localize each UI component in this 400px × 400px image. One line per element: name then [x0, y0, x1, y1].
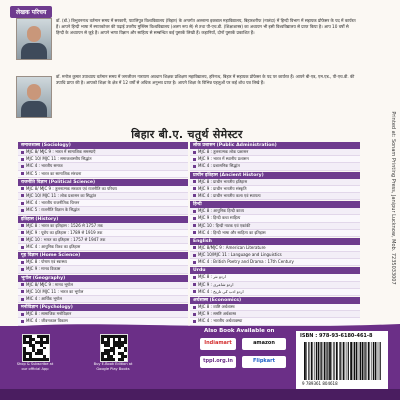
syllabus-item-text: MJC 8 : प्राचीन भारतीय इतिहास: [198, 178, 248, 184]
bullet-icon: [21, 290, 24, 293]
syllabus-item: [190, 186, 360, 193]
syllabus-item: [190, 282, 360, 289]
syllabus-section-heading: मनोविज्ञान (Psychology): [18, 304, 188, 311]
bullet-icon: [193, 276, 196, 279]
syllabus-item-text: MJC 8 : اردو نثر: [198, 274, 226, 280]
syllabus-section-heading: English: [190, 238, 360, 245]
syllabus-section-heading: समाजशास्त्र (Sociology): [18, 142, 188, 149]
syllabus-item: [18, 296, 188, 303]
qr1-caption: Shop & Subscribe at our official App: [16, 362, 54, 371]
syllabus-item-text: MJC 10 : भारत का इतिहास : 1757 से 1947 तक: [26, 236, 106, 242]
syllabus-item: [18, 230, 188, 237]
qr-code-ebook[interactable]: [100, 334, 128, 362]
syllabus-item-text: MIC 5 : भारत का सामाजिक संरचना: [26, 170, 82, 176]
syllabus-item: [18, 186, 188, 193]
syllabus-item: [18, 171, 188, 178]
isbn-label: ISBN : 978-93-6180-461-8: [300, 333, 373, 339]
bullet-icon: [21, 261, 24, 264]
syllabus-item-text: MJC 8 : व्यष्टि अर्थशास्त्र: [198, 304, 235, 309]
syllabus-item-text: MJC 8 : आधुनिक हिन्दी काव्य: [198, 208, 244, 214]
syllabus-item: [18, 193, 188, 200]
syllabus-item-text: MJC 8 : सामाजिक मनोविज्ञान: [26, 311, 72, 317]
bullet-icon: [21, 224, 24, 227]
printer-info-strip: [388, 60, 398, 340]
bullet-icon: [21, 165, 24, 168]
bullet-icon: [193, 313, 196, 316]
bullet-icon: [21, 268, 24, 271]
syllabus-item: [190, 245, 360, 252]
syllabus-item: [190, 274, 360, 281]
syllabus-section-heading: Urdu: [190, 267, 360, 274]
store-indiamart[interactable]: Indiamart: [200, 338, 236, 350]
syllabus-item-text: MJC 8 : भारत का इतिहास : 1526 से 1757 तक: [26, 222, 103, 228]
syllabus-item-text: MIC 4 : اردو ادب کی تاریخ: [198, 288, 244, 294]
qr2-caption: Buy E-Book Edition at Google Play Books: [93, 362, 133, 371]
syllabus-item: [190, 223, 360, 230]
bullet-icon: [21, 194, 24, 197]
syllabus-item-text: MJC 10/ MJC 11 : समाजशास्त्रीय सिद्धांत: [26, 156, 92, 162]
syllabus-item-text: MJC 9 : اردو شاعری: [198, 281, 234, 287]
bullet-icon: [193, 151, 196, 154]
bullet-icon: [21, 313, 24, 316]
syllabus-item-text: MJC 9 : प्राचीन भारतीय संस्कृति: [198, 185, 247, 191]
syllabus-item: [190, 156, 360, 163]
syllabus-item: [18, 259, 188, 266]
syllabus-item-text: MIC 4 : आधुनिक विश्व का इतिहास: [26, 244, 81, 250]
syllabus-section-heading: गृह विज्ञान (Home Science): [18, 252, 188, 259]
syllabus-item-text: MJC 9 : हिन्दी कथा साहित्य: [198, 215, 241, 221]
store-tppl[interactable]: tppl.org.in: [200, 356, 236, 368]
bullet-icon: [21, 209, 24, 212]
bullet-icon: [21, 158, 24, 161]
isbn-box: [296, 331, 388, 389]
syllabus-item: [18, 266, 188, 273]
syllabus-item: [18, 237, 188, 244]
syllabus-item-text: MIC 4 : भारतीय अर्थव्यवस्था: [198, 318, 243, 324]
bullet-icon: [193, 283, 196, 286]
syllabus-item: [190, 215, 360, 222]
syllabus-item: [190, 259, 360, 266]
syllabus-item-text: MJC 10/MJC 11 : Language and Linguistics: [198, 252, 282, 258]
bullet-icon: [193, 246, 196, 249]
printer-info-text: Printed at: Sonam Printing Press, Janipur Lucknow, Mob. 7235033007: [390, 111, 396, 285]
bullet-icon: [193, 180, 196, 183]
syllabus-item: [190, 304, 360, 311]
syllabus-item: [18, 156, 188, 163]
syllabus-section-heading: प्राचीन इतिहास (Ancient History): [190, 172, 360, 179]
bullet-icon: [21, 202, 24, 205]
syllabus-right-column: [190, 141, 360, 326]
bullet-icon: [21, 246, 24, 249]
syllabus-item-text: MIC 4 : जीवनकाल विकास: [26, 318, 68, 324]
syllabus-section-heading: इतिहास (History): [18, 216, 188, 223]
author1-bio: डॉ. (डॉ.) त्रिभुवननाथ वर्तमान समय में सरकारी, पाटलिपुत्र विश्वविद्यालय (बिहार) के अन्तर्गत अल्लामा इकबाल महाविद्यालय, बिहारशरीफ (नालंदा) में हिन्दी विभाग में सहायक प्रोफेसर के पद में कार्यरत हैं। आपने हिन्दी भाषा में स्नातकोत्तर की पढ़ाई उत्तरीय मुस्लिम विश्वविद्यालय (अलग रूप से) से तथा पी-एच.डी. (शिक्षाशास्त्र) का अध्ययन भी इसी विश्वविद्यालय से प्राप्त किया है। आप 10 वर्षों से हिन्दी के अध्यापन से जुड़े हैं। आपने भाषा विज्ञान और साहित्य से सम्बन्धित कई पुस्तकें लिखी हैं। कहानियाँ, दोनों पुस्तकें प्रकाशित हैं।: [56, 18, 356, 35]
syllabus-item-text: MIC 4 : आर्थिक भूगोल: [26, 296, 62, 301]
footer-bottom-strip: [0, 389, 400, 400]
syllabus-item-text: MJC 10/ MJC 11 : लोक प्रशासन का सिद्धांत: [26, 192, 97, 198]
syllabus-item-text: MJC 8 : पोषण एवं स्वास्थ्य: [26, 259, 67, 265]
syllabus-item-text: MJC 9 : मानव विकास: [26, 266, 61, 272]
syllabus-item: [190, 179, 360, 186]
bullet-icon: [193, 194, 196, 197]
syllabus-item: [18, 289, 188, 296]
bullet-icon: [193, 231, 196, 234]
syllabus-item: [18, 149, 188, 156]
syllabus-item-text: MJC 8/ MJC 9 : मानव भूगोल: [26, 281, 73, 287]
syllabus-item-text: MJC 10/ MJC 11 : भारत का भूगोल: [26, 288, 84, 294]
book-title: बिहार बी.ए. चतुर्थ सेमेस्टर: [131, 128, 243, 141]
bullet-icon: [193, 306, 196, 309]
bullet-icon: [193, 187, 196, 190]
syllabus-item: [190, 252, 360, 259]
syllabus-item-text: MIC 4 : प्रशासनिक सिद्धांत: [198, 163, 240, 169]
bullet-icon: [193, 158, 196, 161]
barcode: [302, 342, 382, 380]
store-flipkart[interactable]: Flipkart: [242, 356, 286, 368]
bullet-icon: [193, 165, 196, 168]
bullet-icon: [21, 172, 24, 175]
barcode-number: 9 789361 804618: [302, 381, 338, 386]
syllabus-item: [18, 244, 188, 251]
syllabus-item: [190, 149, 360, 156]
bullet-icon: [193, 261, 196, 264]
syllabus-item: [18, 200, 188, 207]
syllabus-item: [18, 223, 188, 230]
syllabus-item: [190, 289, 360, 296]
syllabus-item-text: MJC 9 : समष्टि अर्थशास्त्र: [198, 311, 237, 317]
bullet-icon: [21, 238, 24, 241]
bullet-icon: [21, 187, 24, 190]
syllabus-section-heading: राजनीति विज्ञान (Political Science): [18, 179, 188, 186]
syllabus-section-heading: अर्थशास्त्र (Economics): [190, 297, 360, 304]
syllabus-table: [18, 141, 360, 323]
syllabus-item-text: MJC 10 : हिन्दी नाटक एवं एकांकी: [198, 222, 251, 228]
syllabus-item-text: MIC 4 : भारतीय समाज: [26, 163, 63, 169]
bullet-icon: [21, 231, 24, 234]
author2-photo: [16, 76, 52, 118]
syllabus-item-text: MJC 8/MJC 9 : American Literature: [198, 244, 266, 250]
bullet-icon: [21, 283, 24, 286]
author-section-heading: लेखक परिचय: [10, 6, 52, 18]
syllabus-item-text: MJC 8/ MJC 9 : तुलनात्मक सरकार एवं राजनीति का परिचय: [26, 185, 117, 191]
syllabus-item-text: MJC 9 : भारत में स्थानीय प्रशासन: [198, 156, 249, 162]
syllabus-item: [190, 193, 360, 200]
syllabus-item: [18, 282, 188, 289]
bullet-icon: [193, 254, 196, 257]
store-amazon[interactable]: amazon: [242, 338, 286, 350]
syllabus-item: [18, 207, 188, 214]
bullet-icon: [21, 151, 24, 154]
syllabus-section-heading: लोक प्रशासन (Public Administration): [190, 142, 360, 149]
syllabus-item: [190, 163, 360, 170]
also-available-label: Also Book Available on: [204, 328, 275, 334]
syllabus-item-text: MIC 4 : British Poetry and Drama : 17th Century: [198, 259, 294, 265]
syllabus-item-text: MIC 5 : राजनीति विज्ञान के सिद्धांत: [26, 207, 80, 213]
author2-bio: डॉ. मनोज कुमार उपाध्याय वर्तमान समय में जगजीवन नारायण अवधान शिक्षक प्रशिक्षण महाविद्यालय, हरिनाथ, बिहार में सहायक प्रोफेसर के पद पर कार्यरत हैं। आपने बी-एड, एम.एड., पी-एच.डी. की उपाधि प्राप्त की है। आपको शिक्षा के क्षेत्र में 12 वर्षों से अधिक अनुभव प्राप्त है। आपने शिक्षा के विभिन्न पहलुओं पर कई शोध पत्र लिखे हैं।: [56, 74, 355, 85]
syllabus-item: [190, 230, 360, 237]
syllabus-item-text: MIC 4 : प्राचीन भारतीय कला एवं स्थापत्य: [198, 192, 261, 198]
syllabus-left-column: [18, 141, 188, 326]
bullet-icon: [193, 210, 196, 213]
bullet-icon: [193, 224, 196, 227]
syllabus-section-heading: भूगोल (Geography): [18, 275, 188, 282]
bullet-icon: [193, 290, 196, 293]
syllabus-section-heading: हिन्दी: [190, 201, 360, 208]
syllabus-item: [18, 163, 188, 170]
syllabus-item-text: MIC 4 : हिन्दी भाषा और साहित्य का इतिहास: [198, 229, 266, 235]
qr-code-app[interactable]: [22, 334, 50, 362]
author1-photo: [16, 18, 52, 60]
syllabus-item-text: MIC 4 : भारतीय राजनीतिक चिन्तन: [26, 200, 80, 206]
syllabus-item-text: MJC 8 : तुलनात्मक लोक प्रशासन: [198, 149, 249, 154]
syllabus-item-text: MJC 8/ MJC 9 : भारत में सामाजिक समस्याएँ: [26, 149, 96, 154]
bullet-icon: [21, 298, 24, 301]
syllabus-item: [190, 208, 360, 215]
syllabus-item-text: MJC 9 : यूरोप का इतिहास : 1789 से 1919 तक: [26, 229, 103, 235]
bullet-icon: [193, 217, 196, 220]
